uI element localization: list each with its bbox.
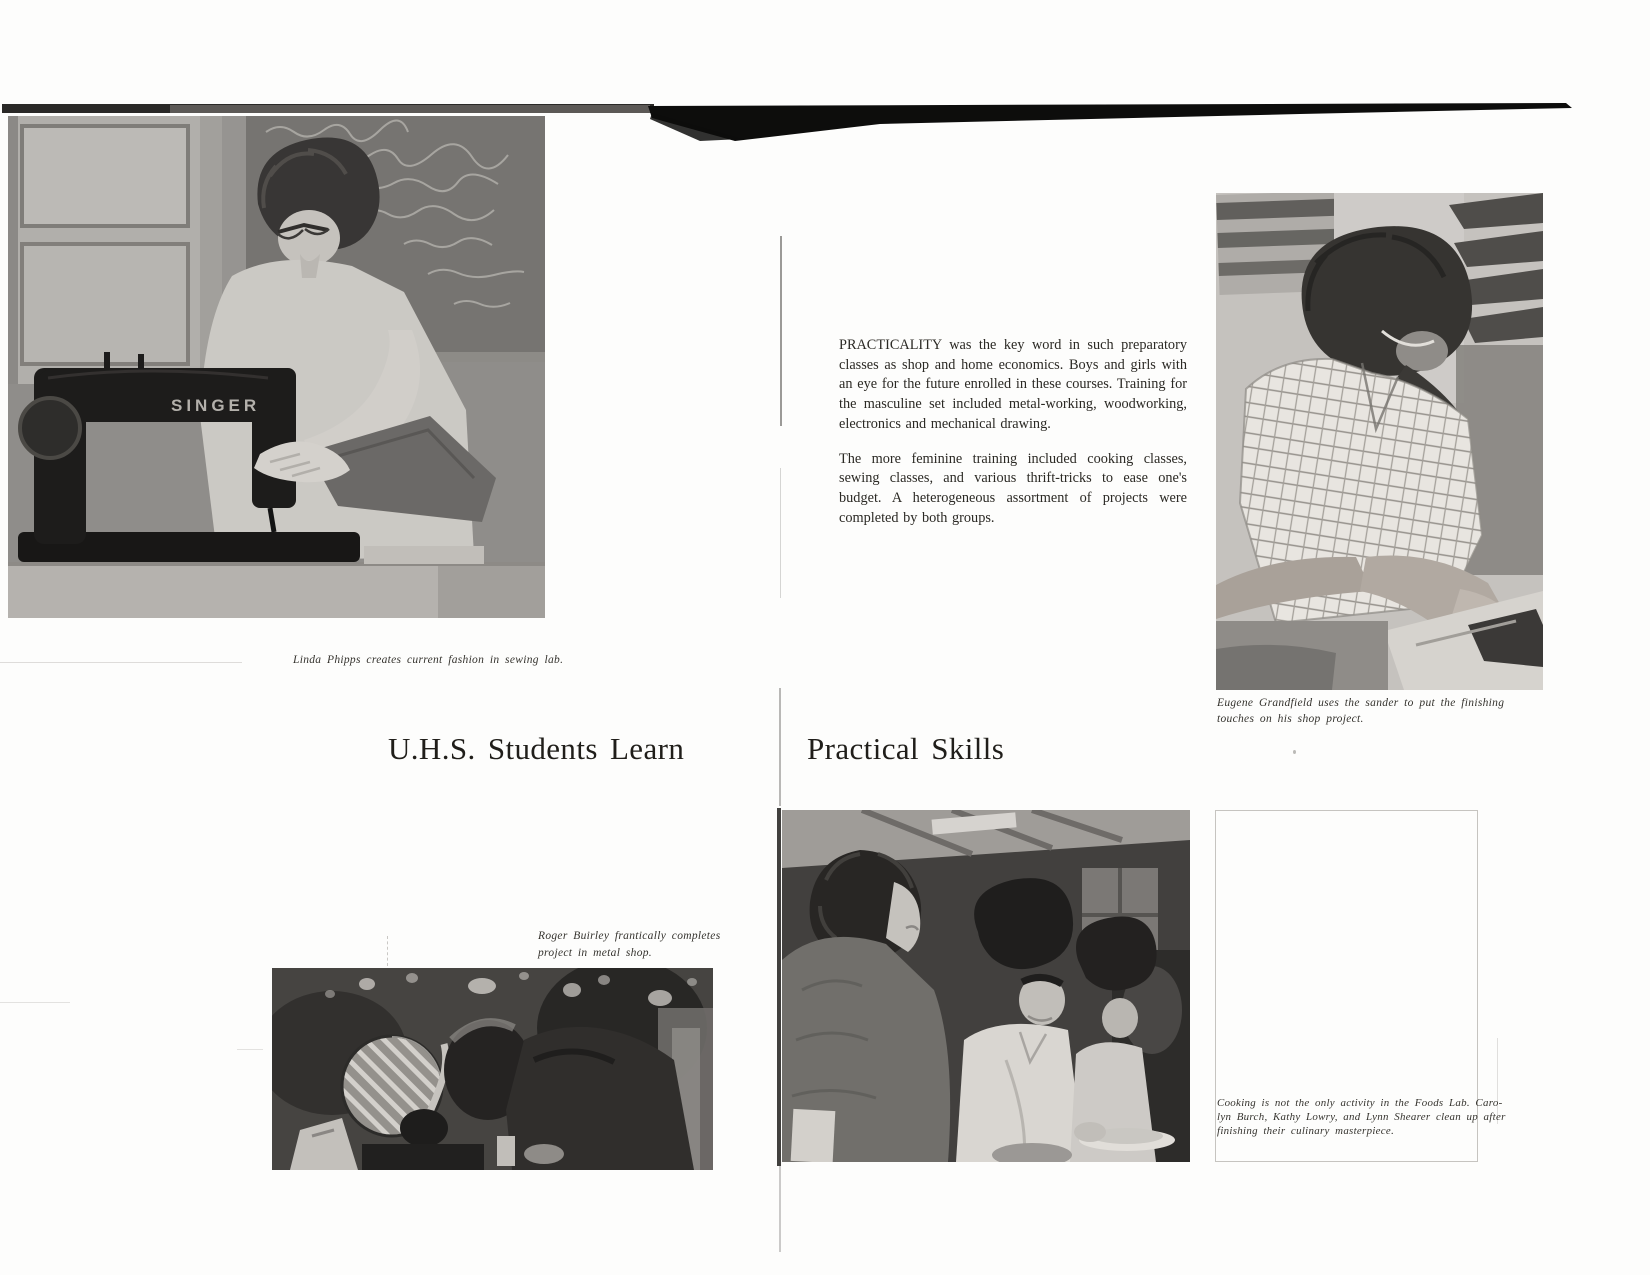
- gutter-shadow: [777, 808, 781, 1166]
- body-text: [839, 336, 1187, 543]
- caption-sewing: [293, 652, 563, 668]
- caption-line: touches on his shop project.: [1217, 713, 1364, 725]
- photo-foods-lab-art: [782, 810, 1190, 1162]
- headline-left: U.H.S. Students Learn: [388, 731, 685, 766]
- scan-speck: [1293, 750, 1296, 754]
- scan-artifact-line: [0, 1002, 70, 1003]
- photo-shop-sander-art: [1216, 193, 1543, 690]
- gutter-shadow: [780, 236, 782, 426]
- gutter-shadow: [780, 468, 781, 598]
- gutter-shadow: [779, 1166, 781, 1252]
- body-paragraph: The more feminine training included cooking classes, sewing classes, and various thrift-tricks to ease one's budget. A heterogeneous assortment of projects were completed by both groups.: [839, 450, 1187, 526]
- lamp-head: [400, 1109, 448, 1147]
- caption-line: finishing their culinary masterpiece.: [1217, 1125, 1395, 1138]
- photo-foods-lab: [782, 810, 1190, 1162]
- caption-line: project in metal shop.: [538, 947, 652, 959]
- photo-metal-shop: [272, 968, 713, 1170]
- caption-metal: [538, 928, 720, 962]
- caption-line: Roger Buirley frantically completes: [538, 930, 721, 942]
- caption-shop: [1217, 695, 1504, 727]
- caption-foods: [1217, 1096, 1506, 1139]
- photo-sewing-lab: [8, 116, 545, 618]
- caption-line: Linda Phipps creates current fashion in sewing lab.: [293, 654, 564, 666]
- gutter-shadow: [779, 688, 781, 806]
- scan-artifact-line: [237, 1049, 263, 1050]
- photo-sewing-lab-art: [8, 116, 545, 618]
- photo-metal-shop-art: [272, 968, 713, 1170]
- scan-artifact-line: [387, 936, 388, 966]
- headline-right: Practical Skills: [807, 731, 1005, 766]
- body-paragraph: PRACTICALITY was the key word in such preparatory classes as shop and home economics. Boys and girls with an eye for the future enrolled in these courses. Training for the masculine set included metal-working, woodworking, electronics and mechanical drawing.: [839, 337, 1187, 432]
- singer-label: SINGER: [171, 396, 261, 415]
- book-edge-right: [648, 103, 1572, 141]
- caption-line: Eugene Grandfield uses the sander to put the finishing: [1217, 697, 1505, 709]
- caption-line: Cooking is not the only activity in the Foods Lab. Caro-: [1217, 1097, 1503, 1109]
- towel: [791, 1109, 836, 1162]
- caption-line: lyn Burch, Kathy Lowry, and Lynn Shearer clean up after: [1217, 1111, 1506, 1124]
- scan-artifact-line: [0, 662, 242, 663]
- photo-shop-sander: [1216, 193, 1543, 690]
